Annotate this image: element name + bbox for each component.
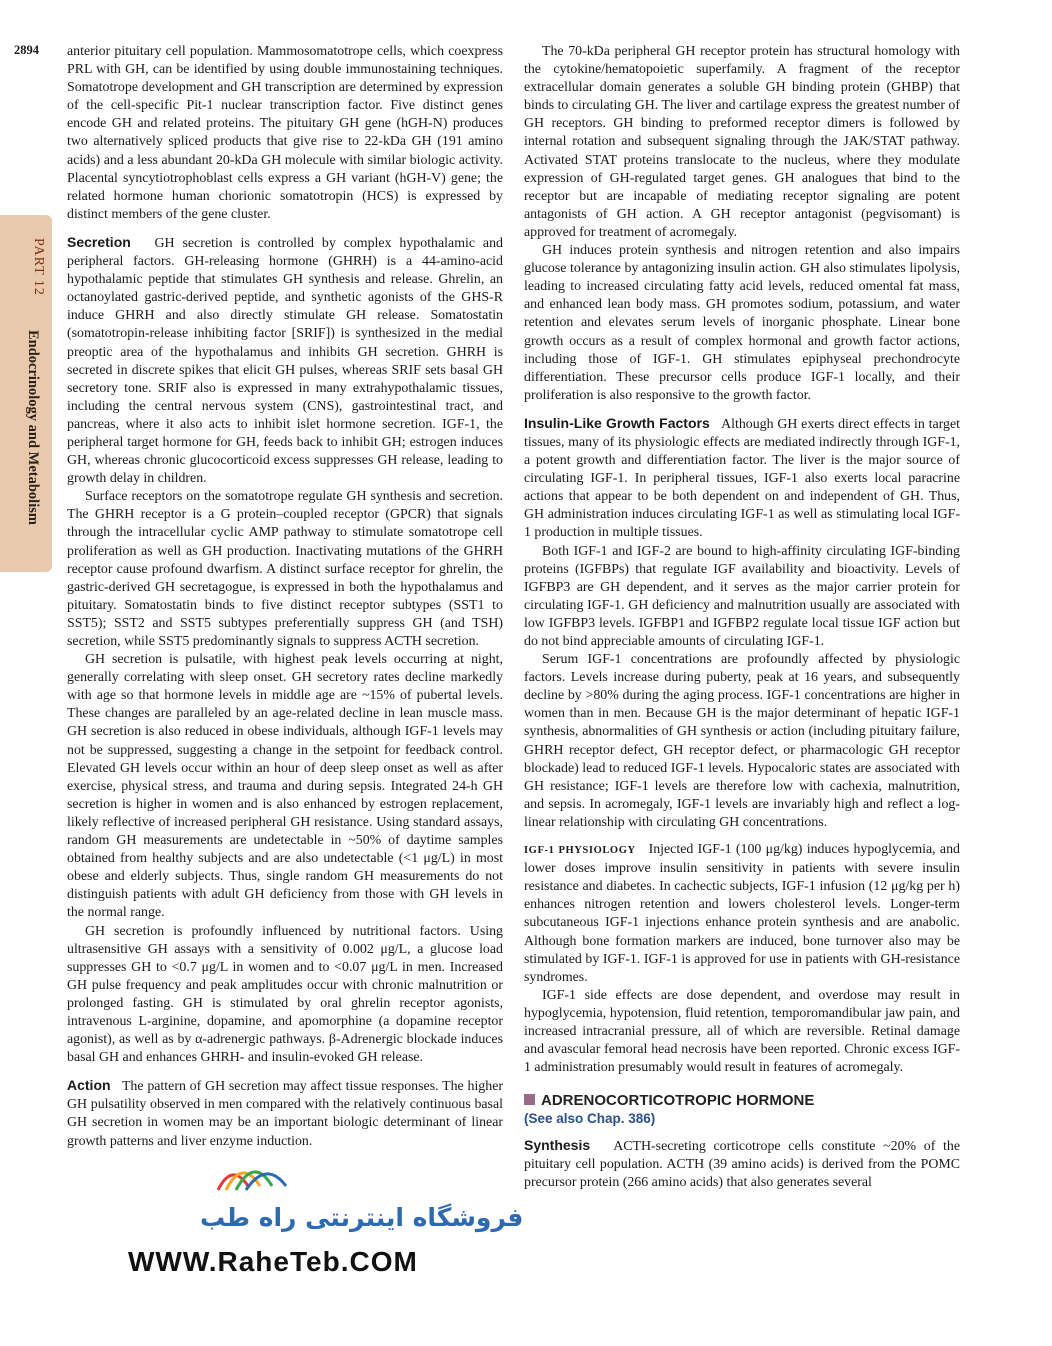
side-tab-part: PART 12 (31, 238, 46, 296)
paragraph: Serum IGF-1 concentrations are profoundly affected by physiologic factors. Levels increase during puberty, peak at 16 years, and subsequently decline by >80% during the aging process. IGF-1 concentrations are higher in women than in men. Because GH is the major determinant of hepatic IGF-1 synthesis, abnormalities of GH synthesis or action (including pituitary failure, GHRH receptor defect, GH receptor defect, or pharmacologic GH receptor blockade) lead to reduced IGF-1 levels. Hypocaloric states are associated with GH resistance; IGF-1 levels are therefore low with cachexia, malnutrition, and sepsis. In acromegaly, IGF-1 levels are invariably high and reflect a log-linear relationship with circulating GH concentrations. (524, 652, 960, 830)
watermark-persian-text: فروشگاه اینترنتی راه طب (200, 1203, 524, 1232)
paragraph-text: Although GH exerts direct effects in target tissues, many of its physiologic effects are mediated indirectly through IGF-1, a potent growth and differentiation factor. The liver is the major source of circulating IGF-1. In peripheral tissues, IGF-1 also exerts local paracrine actions that appear to be both dependent on and independent of GH. Thus, GH administration induces circulating IGF-1 as well as stimulating local IGF-1 production in multiple tissues. (524, 416, 960, 541)
paragraph-text: The pattern of GH secretion may affect tissue responses. The higher GH pulsatility observed in men compared with the relatively continuous basal GH secretion in women may be an important biologic determinant of linear growth patterns and liver enzyme induction. (67, 1079, 503, 1149)
chapter-reference-link[interactable]: (See also Chap. 386) (524, 1111, 656, 1127)
side-tab-section: Endocrinology and Metabolism (25, 330, 41, 525)
paragraph: GH secretion is pulsatile, with highest peak levels occurring at night, generally correlating with sleep onset. GH secretory rates decline markedly with age so that hormone levels in middle age are ~15% of pubertal levels. These changes are paralleled by an age-related decline in lean muscle mass. GH secretion is also reduced in obese individuals, although IGF-1 levels may not be suppressed, suggesting a change in the setpoint for feedback control. Elevated GH levels occur within an hour of deep sleep onset as well as after exercise, physical stress, and trauma and during sepsis. Integrated 24-h GH secretion is higher in women and is also enhanced by estrogen replacement, likely reflective of increased peripheral GH resistance. Using standard assays, random GH measurements are undetectable in ~50% of daytime samples obtained from healthy subjects and are also undetectable (<1 μg/L) in most obese and elderly subjects. Thus, single random GH measurements do not distinguish patients with adult GH deficiency from those with GH levels in the normal range. (67, 652, 503, 921)
left-column (67, 43, 503, 1151)
page-number: 2894 (14, 43, 39, 57)
paragraph-text: ACTH-secreting corticotrope cells constitute ~20% of the pituitary cell population. ACTH (39 amino acids) is derived from the POMC precursor protein (266 amino acids) that also generates several (524, 1139, 961, 1191)
run-in-heading: Synthesis (524, 1137, 591, 1154)
paragraph-secretion (67, 233, 503, 488)
paragraph-text: GH secretion is controlled by complex hypothalamic and peripheral factors. GH-releasing hormone (GHRH) is a 44-amino-acid hypothalamic peptide that stimulates GH synthesis and release. Ghrelin, an octanoylated gastric-derived peptide, and synthetic agonists of the GHS-R induce GHRH and also directly stimulate GH release. Somatostatin (somatotropin-release inhibiting factor [SRIF]) is synthesized in the medial preoptic area of the hypothalamus and inhibits GH secretion. GHRH is secreted in discrete spikes that elicit GH pulses, whereas SRIF sets basal GH secretory tone. SRIF also is expressed in many extrahypothalamic tissues, including the central nervous system (CNS), gastrointestinal tract, and pancreas, where it also acts to inhibit islet hormone secretion. IGF-1, the peripheral target hormone for GH, feeds back to inhibit GH; estrogen induces GH, whereas chronic glucocorticoid excess suppresses GH release, leading to growth delay in children. (67, 235, 503, 487)
run-in-heading: Action (67, 1077, 111, 1094)
paragraph: anterior pituitary cell population. Mammosomatotrope cells, which coexpress PRL with GH, can be identified by using double immunostaining techniques. Somatotrope development and GH transcription are determined by expression of the cell-specific Pit-1 nuclear transcription factor. Five distinct genes encode GH and related proteins. The pituitary GH gene (hGH-N) produces two alternatively spliced products that give rise to 22-kDa GH (191 amino acids) and a less abundant 20-kDa GH molecule with similar biologic activity. Placental syncytiotrophoblast cells express a GH variant (hGH-V) gene; the related hormone human chorionic somatotropin (HCS) is expressed by distinct members of the gene cluster. (67, 44, 503, 222)
paragraph-igf-physiology (524, 841, 960, 987)
paragraph: GH secretion is profoundly influenced by nutritional factors. Using ultrasensitive GH assays with a sensitivity of 0.002 μg/L, a glucose load suppresses GH to <0.7 μg/L in women and to <0.07 μg/L in men. Increased GH pulse frequency and peak amplitudes occur with chronic malnutrition or prolonged fasting. GH is stimulated by oral ghrelin receptor agonists, intravenous L-arginine, dopamine, and apomorphine (a dopamine receptor agonist), as well as by α-adrenergic pathways. β-Adrenergic blockade induces basal GH and enhances GHRH- and insulin-evoked GH release. (67, 923, 503, 1066)
paragraph: Both IGF-1 and IGF-2 are bound to high-affinity circulating IGF-binding proteins (IGFBPs) that regulate IGF availability and bioactivity. Levels of IGFBP3 are GH dependent, and it serves as the major carrier protein for circulating IGF-1. GH deficiency and malnutrition usually are associated with low IGFBP3 levels. IGFBP1 and IGFBP2 regulate local tissue IGF action but do not bind appreciable amounts of circulating IGF-1. (524, 543, 960, 649)
run-in-heading: Insulin-Like Growth Factors (524, 414, 710, 431)
paragraph-text: Injected IGF-1 (100 μg/kg) induces hypoglycemia, and lower doses improve insulin sensitivity in patients with severe insulin resistance and diabetes. In cachectic subjects, IGF-1 infusion (12 μg/kg per h) enhances nitrogen retention and lowers cholesterol levels. Longer-term subcutaneous IGF-1 injections enhance protein synthesis and are anabolic. Although bone formation markers are induced, bone turnover also may be stimulated by IGF-1. IGF-1 is approved for use in patients with GH-resistance syndromes. (524, 842, 960, 985)
section-heading-text: ADRENOCORTICOTROPIC HORMONE (541, 1092, 815, 1110)
paragraph-igf (524, 414, 960, 543)
paragraph: GH induces protein synthesis and nitrogen retention and also impairs glucose tolerance by antagonizing insulin action. GH also stimulates lipolysis, leading to increased circulating fatty acid levels, reduced omental fat mass, and enhanced lean body mass. GH promotes sodium, potassium, and water retention and elevates serum levels of inorganic phosphate. Linear bone growth occurs as a result of complex hormonal and growth factor actions, including those of IGF-1. GH stimulates epiphyseal prechondrocyte differentiation. These precursor cells produce IGF-1 locally, and their proliferation is also responsive to the growth factor. (524, 243, 960, 403)
section-heading (524, 1091, 960, 1110)
paragraph-action (67, 1076, 503, 1150)
right-column (524, 43, 960, 1193)
section-square-icon (524, 1094, 535, 1105)
watermark-url: WWW.RaheTeb.COM (128, 1246, 418, 1277)
run-in-heading: IGF-1 PHYSIOLOGY (524, 845, 636, 857)
paragraph: Surface receptors on the somatotrope regulate GH synthesis and secretion. The GHRH receptor is a G protein–coupled receptor (GPCR) that signals through the intracellular cyclic AMP pathway to stimulate somatotrope cell proliferation as well as GH production. Inactivating mutations of the GHRH receptor cause profound dwarfism. A distinct surface receptor for ghrelin, the gastric-derived GH secretagogue, is expressed in both the hypothalamus and pituitary. Somatostatin binds to five distinct receptor subtypes (SST1 to SST5); SST2 and SST5 subtypes preferentially suppress GH (and TSH) secretion, while SST5 predominantly signals to suppress ACTH secretion. (67, 489, 503, 649)
paragraph: The 70-kDa peripheral GH receptor protein has structural homology with the cytokine/hematopoietic superfamily. A fragment of the receptor extracellular domain generates a soluble GH binding protein (GHBP) that binds to circulating GH. The liver and cartilage express the greatest number of GH receptors. GH binding to preformed receptor dimers is followed by internal rotation and subsequent signaling through the JAK/STAT pathway. Activated STAT proteins translocate to the nucleus, where they modulate expression of GH-regulated target genes. GH analogues that bind to the receptor but are incapable of mediating receptor signaling are potent antagonists of GH action. A GH receptor antagonist (pegvisomant) is approved for treatment of acromegaly. (524, 44, 960, 240)
run-in-heading: Secretion (67, 233, 131, 250)
watermark-logo-icon (212, 1156, 290, 1192)
paragraph: IGF-1 side effects are dose dependent, and overdose may result in hypoglycemia, hypotension, fluid retention, temporomandibular jaw pain, and increased intracranial pressure, all of which are reversible. Retinal damage and avascular femoral head necrosis have been reported. Chronic excess IGF-1 administration presumably would result in features of acromegaly. (524, 987, 960, 1076)
paragraph-synthesis (524, 1136, 960, 1192)
